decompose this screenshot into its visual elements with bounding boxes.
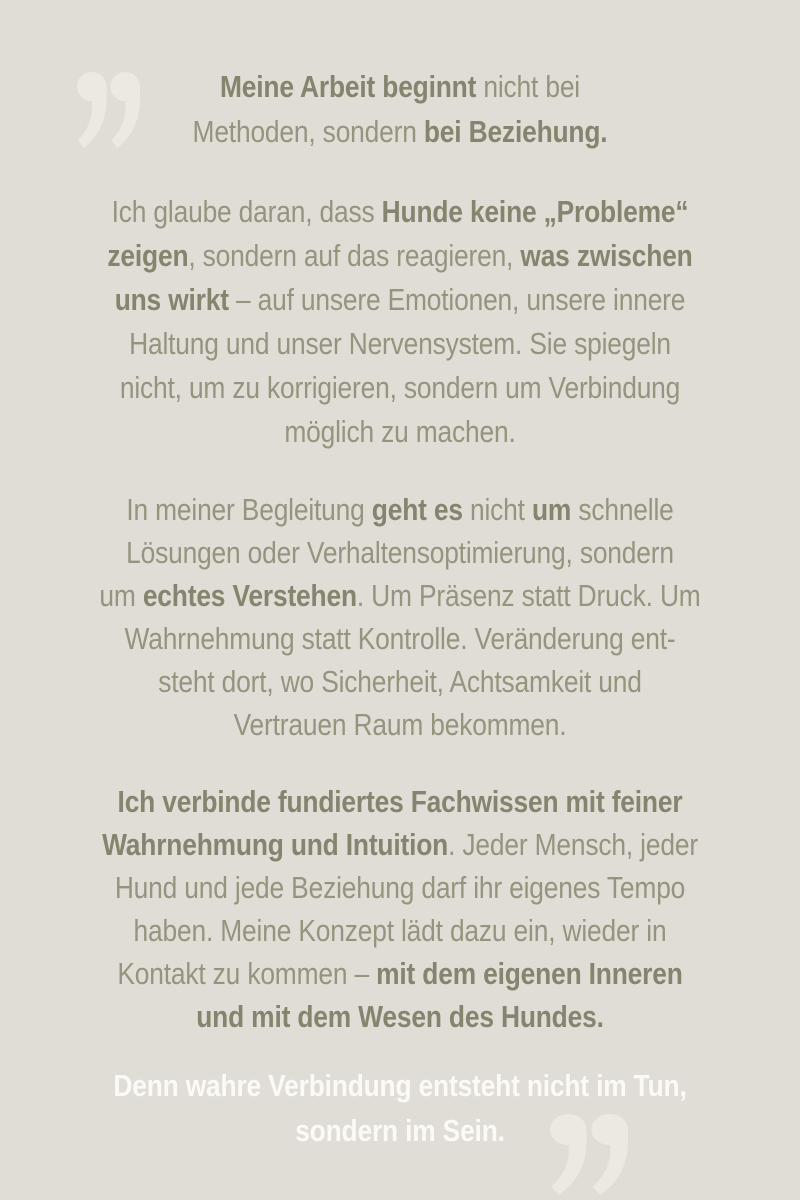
quote-paragraph-highlight [0,1063,800,1153]
text-segment: Vertrauen Raum bekommen. [233,707,567,742]
text-segment: Wahrnehmung statt Kontrolle. Veränderung ent- [124,621,676,656]
quote-line [60,703,740,746]
bold-text-segment: um [531,492,572,527]
quote-line [60,617,740,660]
quote-line [60,531,740,574]
quote-line [60,322,740,366]
quote-line [60,909,740,952]
text-segment: . Um Präsenz statt Druck. Um [356,578,701,613]
text-segment: nicht [462,492,532,527]
text-segment: Hund und jede Beziehung darf ihr eigenes Tempo [114,870,686,905]
bold-text-segment: Denn wahre Verbindung entsteht nicht im Tun, [113,1068,687,1103]
bold-text-segment: geht es [371,492,463,527]
quote-line [60,278,740,322]
text-segment: steht dort, wo Sicherheit, Achtsamkeit und [158,664,642,699]
quote-paragraph [0,64,800,154]
text-segment: . Jeder Mensch, jeder [448,827,698,862]
text-segment: nicht bei [476,69,580,104]
text-segment: Haltung und unser Nervensystem. Sie spiegeln [129,326,671,361]
text-segment: haben. Meine Konzept lädt dazu ein, wieder in [133,913,667,948]
text-segment: Kontakt zu kommen – [117,956,377,991]
bold-text-segment: Hunde keine „Probleme“ [381,194,689,229]
bold-text-segment: und mit dem Wesen des Hundes. [196,999,604,1034]
quote-line [60,866,740,909]
bold-text-segment: Meine Arbeit beginnt [220,69,477,104]
quote-line [60,109,740,154]
bold-text-segment: was zwischen [520,238,693,273]
bold-text-segment: echtes Verstehen [142,578,357,613]
text-segment: Ich glaube daran, dass [111,194,382,229]
text-segment: – auf unsere Emotionen, unsere innere [228,282,686,317]
quote-paragraph [0,780,800,1038]
quote-line [60,366,740,410]
bold-text-segment: bei Beziehung. [423,114,608,149]
quote-line [60,488,740,531]
text-segment: nicht, um zu korrigieren, sondern um Verbindung [119,370,681,405]
quote-line [60,190,740,234]
bold-text-segment: zeigen [107,238,189,273]
text-segment: Methoden, sondern [192,114,424,149]
text-segment: Lösungen oder Verhaltensoptimierung, sondern [126,535,674,570]
text-segment: In meiner Begleitung [126,492,372,527]
quote-line [60,1108,740,1153]
bold-text-segment: sondern im Sein. [295,1113,505,1148]
quote-line [60,995,740,1038]
quote-line [60,574,740,617]
bold-text-segment: uns wirkt [114,282,229,317]
text-segment: , sondern auf das reagieren, [188,238,521,273]
text-segment: um [99,578,143,613]
double-quote-icon [550,1114,628,1195]
quote-line [60,1063,740,1108]
quote-line [60,64,740,109]
text-segment: schnelle [571,492,674,527]
bold-text-segment: Wahrnehmung und Intuition [102,827,449,862]
quote-paragraph [0,488,800,746]
quote-line [60,660,740,703]
text-segment: möglich zu machen. [284,414,516,449]
bold-text-segment: Ich verbinde fundiertes Fachwissen mit feiner [117,784,683,819]
quote-line [60,234,740,278]
quote-line [60,823,740,866]
quote-line [60,410,740,454]
bold-text-segment: mit dem eigenen Inneren [376,956,683,991]
quote-line [60,952,740,995]
quote-line [60,780,740,823]
quote-paragraph [0,190,800,454]
